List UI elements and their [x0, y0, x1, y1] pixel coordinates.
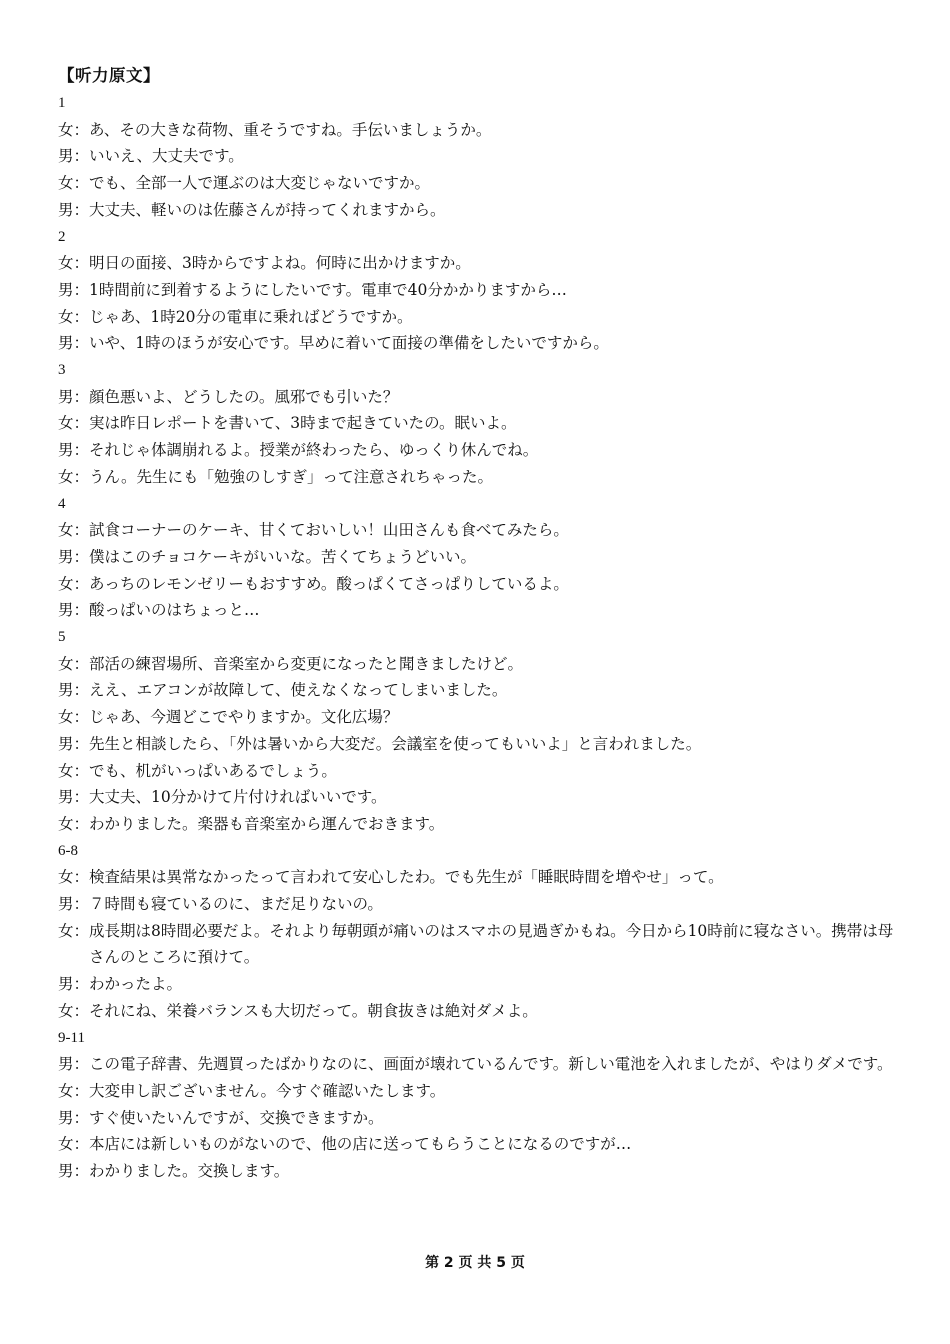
- utterance-text: じゃあ、1時20分の電車に乗ればどうですか。: [89, 307, 413, 326]
- dialogue-line: [58, 758, 898, 785]
- speaker-label: 男：: [58, 441, 90, 460]
- dialogue-line: [58, 410, 898, 437]
- speaker-label: 女：: [58, 761, 90, 780]
- dialogue-line: [58, 277, 898, 304]
- utterance-text: 大丈夫、10分かけて片付ければいいです。: [89, 788, 387, 807]
- utterance-text: いいえ、大丈夫です。: [89, 147, 244, 166]
- utterance-text: 成長期は8時間必要だよ。それより毎朝頭が痛いのはスマホの見過ぎかもね。今日から10時前に寝なさい。携帯は母さんのところに預けて。: [89, 921, 894, 967]
- dialogue-line: [58, 731, 898, 758]
- speaker-label: 男：: [58, 1055, 90, 1074]
- dialogue-section: [58, 224, 898, 358]
- speaker-label: 男：: [58, 387, 90, 406]
- utterance-text: あ、その大きな荷物、重そうですね。手伝いましょうか。: [89, 120, 492, 139]
- utterance-text: 大変申し訳ございません。今すぐ確認いたします。: [89, 1081, 446, 1100]
- speaker-label: 女：: [58, 521, 90, 540]
- utterance-text: 明日の面接、3時からですよね。何時に出かけますか。: [89, 254, 471, 273]
- speaker-label: 男：: [58, 734, 90, 753]
- dialogue-line: [58, 1158, 898, 1185]
- utterance-text: この電子辞書、先週買ったばかりなのに、画面が壊れているんです。新しい電池を入れましたが、やはりダメです。: [89, 1055, 893, 1074]
- utterance-text: 試食コーナーのケーキ、甘くておいしい！山田さんも食べてみたら。: [89, 521, 569, 540]
- dialogue-line: [58, 864, 898, 891]
- speaker-label: 女：: [58, 708, 90, 727]
- dialogue-line: [58, 384, 898, 411]
- page-title: 【听力原文】: [58, 66, 160, 85]
- dialogue-line: [58, 784, 898, 811]
- speaker-label: 男：: [58, 547, 90, 566]
- speaker-label: 女：: [58, 307, 90, 326]
- dialogue-line: [58, 544, 898, 571]
- utterance-text: ええ、エアコンが故障して、使えなくなってしまいました。: [89, 681, 508, 700]
- dialogue-section: [58, 357, 898, 491]
- utterance-text: 顔色悪いよ、どうしたの。風邪でも引いた？: [89, 387, 399, 406]
- dialogue-line: [58, 1105, 898, 1132]
- speaker-label: 男：: [58, 681, 90, 700]
- page-footer: 第 2 页 共 5 页: [425, 1255, 525, 1271]
- dialogue-section: [58, 1025, 898, 1185]
- utterance-text: 大丈夫、軽いのは佐藤さんが持ってくれますから。: [89, 200, 446, 219]
- speaker-label: 男：: [58, 601, 90, 620]
- utterance-text: わかりました。交換します。: [89, 1162, 290, 1181]
- speaker-label: 男：: [58, 1162, 90, 1181]
- speaker-label: 女：: [58, 654, 90, 673]
- utterance-text: 実は昨日レポートを書いて、3時まで起きていたの。眠いよ。: [89, 414, 517, 433]
- utterance-text: わかったよ。: [89, 975, 183, 994]
- utterance-text: 部活の練習場所、音楽室から変更になったと聞きましたけど。: [89, 654, 524, 673]
- dialogue-section: [58, 90, 898, 224]
- dialogue-section: [58, 624, 898, 838]
- utterance-text: すぐ使いたいんですが、交換できますか。: [89, 1108, 384, 1127]
- utterance-text: 酸っぱいのはちょっと…: [89, 601, 260, 620]
- dialogue-line: [58, 651, 898, 678]
- dialogue-line: [58, 1078, 898, 1105]
- dialogue-line: [58, 704, 898, 731]
- utterance-text: いや、1時のほうが安心です。早めに着いて面接の準備をしたいですから。: [89, 334, 609, 353]
- utterance-text: じゃあ、今週どこでやりますか。文化広場？: [89, 708, 399, 727]
- dialogue-line: [58, 1051, 898, 1078]
- speaker-label: 男：: [58, 975, 90, 994]
- dialogue-line: [58, 304, 898, 331]
- dialogue-line: [58, 170, 898, 197]
- dialogue-section: [58, 838, 898, 1025]
- speaker-label: 女：: [58, 174, 90, 193]
- speaker-label: 女：: [58, 1135, 90, 1154]
- section-number: 5: [58, 629, 66, 645]
- section-number: 9-11: [58, 1029, 85, 1046]
- dialogue-line: [58, 597, 898, 624]
- dialogue-line: [58, 918, 898, 971]
- utterance-text: 本店には新しいものがないので、他の店に送ってもらうことになるのですが…: [89, 1135, 632, 1154]
- section-number: 6-8: [58, 842, 78, 859]
- speaker-label: 女：: [58, 921, 90, 940]
- dialogue-line: [58, 998, 898, 1025]
- speaker-label: 男：: [58, 895, 90, 913]
- dialogue-line: [58, 1131, 898, 1158]
- speaker-label: 男：: [58, 1108, 90, 1127]
- speaker-label: 男：: [58, 200, 90, 219]
- speaker-label: 女：: [58, 120, 90, 139]
- dialogue-line: [58, 250, 898, 277]
- section-number: 3: [58, 362, 66, 378]
- utterance-text: うん。先生にも「勉強のしすぎ」って注意されちゃった。: [89, 467, 493, 486]
- utterance-text: 僕はこのチョコケーキがいいな。苦くてちょうどいい。: [89, 547, 477, 566]
- speaker-label: 女：: [58, 1001, 90, 1020]
- speaker-label: 男：: [58, 334, 90, 353]
- utterance-text: わかりました。楽器も音楽室から運んでおきます。: [89, 814, 445, 833]
- dialogue-line: [58, 891, 898, 918]
- utterance-text: でも、机がいっぱいあるでしょう。: [89, 761, 337, 780]
- speaker-label: 女：: [58, 574, 90, 593]
- dialogue-line: [58, 437, 898, 464]
- utterance-text: 検査結果は異常なかったって言われて安心したわ。でも先生が「睡眠時間を増やせ」って。: [89, 868, 724, 887]
- transcript-body: [58, 90, 898, 1185]
- dialogue-line: [58, 330, 898, 357]
- speaker-label: 男：: [58, 280, 90, 299]
- dialogue-line: [58, 811, 898, 838]
- utterance-text: 1時間前に到着するようにしたいです。電車で40分かかりますから…: [89, 280, 567, 299]
- speaker-label: 女：: [58, 814, 90, 833]
- dialogue-line: [58, 197, 898, 224]
- dialogue-line: [58, 571, 898, 598]
- section-number: 1: [58, 95, 66, 111]
- utterance-text: 先生と相談したら、「外は暑いから大変だ。会議室を使ってもいいよ」と言われました。: [89, 734, 702, 753]
- dialogue-section: [58, 491, 898, 625]
- utterance-text: それじゃ体調崩れるよ。授業が終わったら、ゆっくり休んでね。: [89, 441, 539, 460]
- dialogue-line: [58, 143, 898, 170]
- dialogue-line: [58, 677, 898, 704]
- utterance-text: でも、全部一人で運ぶのは大変じゃないですか。: [89, 174, 431, 193]
- dialogue-line: [58, 971, 898, 998]
- section-number: 4: [58, 495, 66, 512]
- speaker-label: 女：: [58, 414, 90, 433]
- speaker-label: 女：: [58, 1081, 90, 1100]
- speaker-label: 男：: [58, 147, 90, 166]
- dialogue-line: [58, 464, 898, 491]
- utterance-text: あっちのレモンゼリーもおすすめ。酸っぱくてさっぱりしているよ。: [89, 574, 569, 593]
- section-number: 2: [58, 228, 66, 245]
- speaker-label: 女：: [58, 254, 90, 273]
- speaker-label: 男：: [58, 788, 90, 807]
- dialogue-line: [58, 517, 898, 544]
- utterance-text: ７時間も寝ているのに、まだ足りないの。: [89, 895, 383, 913]
- speaker-label: 女：: [58, 868, 90, 887]
- speaker-label: 女：: [58, 467, 90, 486]
- dialogue-line: [58, 117, 898, 144]
- utterance-text: それにね、栄養バランスも大切だって。朝食抜きは絶対ダメよ。: [89, 1001, 538, 1020]
